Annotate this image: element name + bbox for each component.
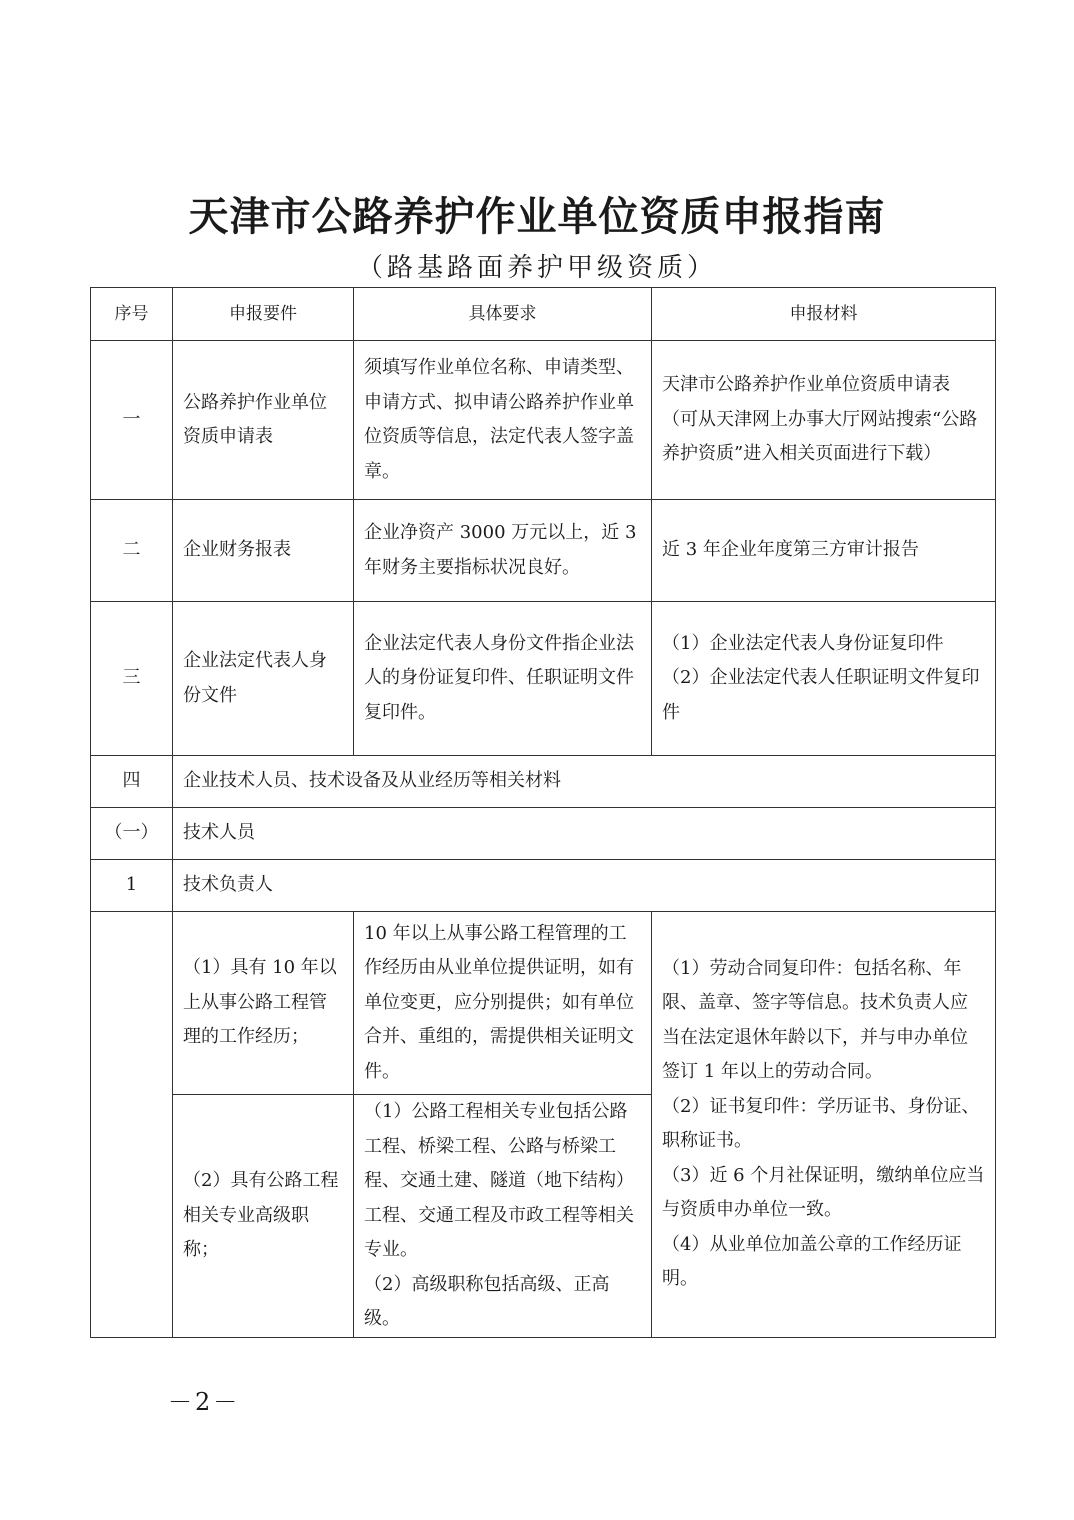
- section-seq: 四: [91, 756, 173, 808]
- document-subtitle: （路基路面养护甲级资质）: [356, 253, 717, 283]
- table-row: [91, 602, 996, 756]
- header-seq: 序号: [91, 288, 173, 341]
- header-materials: 申报材料: [652, 288, 996, 341]
- row-requirement: 企业净资产 3000 万元以上，近 3 年财务主要指标状况良好。: [354, 500, 652, 602]
- table-row: [91, 341, 996, 500]
- row-requirement: 须填写作业单位名称、申请类型、申请方式、拟申请公路养护作业单位资质等信息，法定代表人签字盖章。: [354, 341, 652, 500]
- row-item: 公路养护作业单位资质申请表: [173, 341, 354, 500]
- row-seq-empty: [91, 912, 173, 1338]
- row-item: 企业法定代表人身份文件: [173, 602, 354, 756]
- row-requirement: 企业法定代表人身份文件指企业法人的身份证复印件、任职证明文件复印件。: [354, 602, 652, 756]
- row-item: （2）具有公路工程相关专业高级职称；: [173, 1095, 354, 1338]
- section-title: 企业技术人员、技术设备及从业经历等相关材料: [173, 756, 996, 808]
- table-row: [91, 912, 996, 1095]
- row-item: 企业财务报表: [173, 500, 354, 602]
- item-title: 技术负责人: [173, 860, 996, 912]
- section-row: [91, 756, 996, 808]
- row-seq: 二: [91, 500, 173, 602]
- subsection-seq: （一）: [91, 808, 173, 860]
- document-title: 天津市公路养护作业单位资质申报指南: [188, 193, 886, 240]
- row-item: （1）具有 10 年以上从事公路工程管理的工作经历；: [173, 912, 354, 1095]
- subsection-title: 技术人员: [173, 808, 996, 860]
- header-item: 申报要件: [173, 288, 354, 341]
- page-number: －2－: [168, 1388, 241, 1416]
- row-requirement: 10 年以上从事公路工程管理的工作经历由从业单位提供证明，如有单位变更，应分别提供；如有单位合并、重组的，需提供相关证明文件。: [354, 912, 652, 1095]
- row-seq: 一: [91, 341, 173, 500]
- item-seq: 1: [91, 860, 173, 912]
- row-materials: （1）劳动合同复印件：包括名称、年限、盖章、签字等信息。技术负责人应当在法定退休年龄以下，并与申办单位签订 1 年以上的劳动合同。 （2）证书复印件：学历证书、身份证、职称证书。 （3）近 6 个月社保证明，缴纳单位应当与资质申办单位一致。 （4）从业单位加盖公章的工作经历证明。: [652, 912, 996, 1338]
- row-materials: （1）企业法定代表人身份证复印件 （2）企业法定代表人任职证明文件复印件: [652, 602, 996, 756]
- item-row: [91, 860, 996, 912]
- header-requirement: 具体要求: [354, 288, 652, 341]
- row-requirement: （1）公路工程相关专业包括公路工程、桥梁工程、公路与桥梁工程、交通土建、隧道（地下结构）工程、交通工程及市政工程等相关专业。 （2）高级职称包括高级、正高级。: [354, 1095, 652, 1338]
- row-materials: 近 3 年企业年度第三方审计报告: [652, 500, 996, 602]
- requirements-table: [90, 287, 996, 1338]
- table-header-row: [91, 288, 996, 341]
- table-row: [91, 500, 996, 602]
- row-seq: 三: [91, 602, 173, 756]
- row-materials: 天津市公路养护作业单位资质申请表（可从天津网上办事大厅网站搜索“公路养护资质”进入相关页面进行下载）: [652, 341, 996, 500]
- subsection-row: [91, 808, 996, 860]
